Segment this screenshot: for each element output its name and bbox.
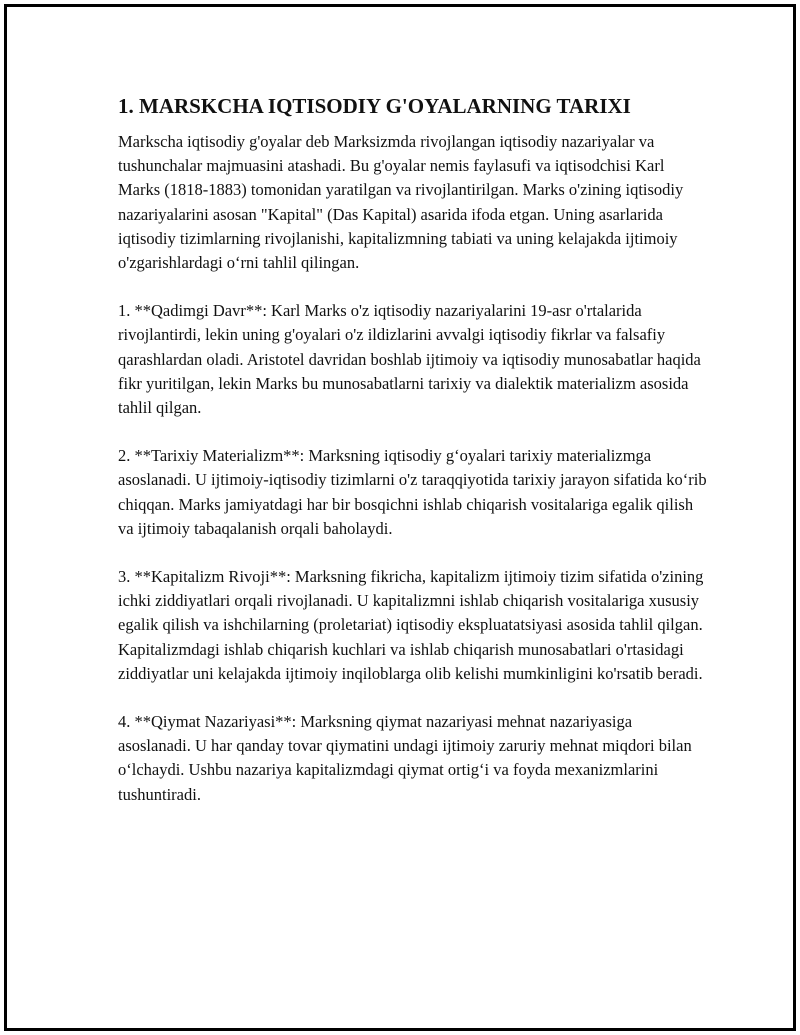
paragraph-capitalism-development: 3. **Kapitalizm Rivoji**: Marksning fikricha, kapitalizm ijtimoiy tizim sifatida o'zining ichki ziddiyatlari orqali rivojlanadi. U kapitalizmni ishlab chiqarish vositalariga xususiy egalik qilish va ishchilarning (proletariat) iqtisodiy ekspluatatsiyasi asosida tahlil qilgan. Kapitalizmdagi ishlab chiqarish kuchlari va ishlab chiqarish munosabatlari o'rtasidagi ziddiyatlar uni kelajakda ijtimoiy inqiloblarga olib kelishi mumkinligini ko'rsatib beradi. (118, 567, 704, 683)
paragraph-ancient-period: 1. **Qadimgi Davr**: Karl Marks o'z iqtisodiy nazariyalarini 19-asr o'rtalarida rivojlantirdi, lekin uning g'oyalari o'z ildizlarini avvalgi iqtisodiy fikrlar va falsafiy qarashlardan oladi. Aristotel davridan boshlab ijtimoiy va iqtisodiy munosabatlar haqida fikr yuritilgan, lekin Marks bu munosabatlarni tarixiy va dialektik materializm asosida tahlil qilgan. (118, 301, 701, 418)
paragraph-historical-materialism: 2. **Tarixiy Materializm**: Marksning iqtisodiy g‘oyalari tarixiy materializmga asoslanadi. U ijtimoiy-iqtisodiy tizimlarni o'z taraqqiyotida tarixiy jarayon sifatida ko‘rib chiqqan. Marks jamiyatdagi har bir bosqichni ishlab chiqarish vositalariga egalik qilish va ijtimoiy tabaqalanish orqali baholaydi. (118, 446, 707, 538)
document-title: 1. MARSKCHA IQTISODIY G'OYALARNING TARIXI (118, 94, 631, 118)
paragraph-value-theory: 4. **Qiymat Nazariyasi**: Marksning qiymat nazariyasi mehnat nazariyasiga asoslanadi. U har qanday tovar qiymatini undagi ijtimoiy zaruriy mehnat miqdori bilan o‘lchaydi. Ushbu nazariya kapitalizmdagi qiymat ortig‘i va foyda mexanizmlarini tushuntiradi. (118, 712, 692, 804)
document-body (118, 92, 708, 831)
intro-paragraph: Markscha iqtisodiy g'oyalar deb Marksizmda rivojlangan iqtisodiy nazariyalar va tushunchalar majmuasini atashadi. Bu g'oyalar nemis faylasufi va iqtisodchisi Karl Marks (1818-1883) tomonidan yaratilgan va rivojlantirilgan. Marks o'zining iqtisodiy nazariyalarini asosan "Kapital" (Das Kapital) asarida ifoda etgan. Uning asarlarida iqtisodiy tizimlarning rivojlanishi, kapitalizmning tabiati va uning kelajakda ijtimoiy o'zgarishlardagi o‘rni tahlil qilingan. (118, 132, 684, 273)
